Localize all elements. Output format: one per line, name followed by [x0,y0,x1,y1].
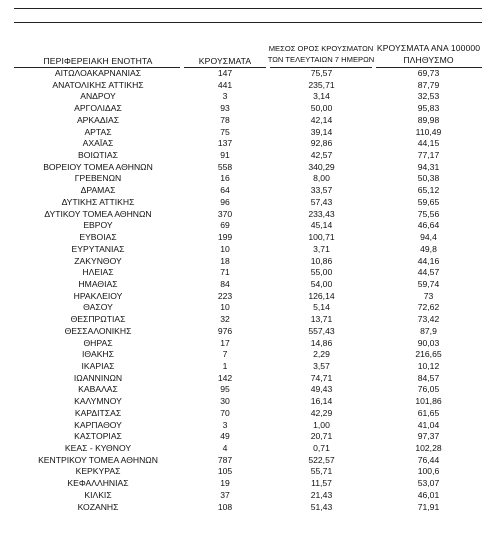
table-row [14,150,482,162]
table-row [14,91,482,103]
cell-cases: 78 [220,114,230,125]
cell-avg7: 340,29 [308,161,335,172]
cell-per100k: 41,04 [417,419,440,430]
cell-avg7: 235,71 [308,79,335,90]
cell-avg7: 50,00 [310,103,333,114]
table-row [14,115,482,127]
cell-region: ΗΡΑΚΛΕΙΟΥ [73,290,123,301]
cell-region: ΔΥΤΙΚΟΥ ΤΟΜΕΑ ΑΘΗΝΩΝ [44,208,152,219]
cell-region: ΕΒΡΟΥ [83,220,113,231]
cell-cases: 142 [217,372,233,383]
cell-per100k: 59,74 [417,278,440,289]
cell-per100k: 87,79 [417,79,440,90]
cell-avg7: 20,71 [310,431,333,442]
cell-per100k: 94,31 [417,161,440,172]
cell-per100k: 50,38 [417,173,440,184]
cell-cases: 1 [222,360,228,371]
cell-cases: 787 [217,454,233,465]
cell-per100k: 44,15 [417,138,440,149]
table-row [14,103,482,115]
cell-avg7: 55,00 [310,267,333,278]
cell-cases: 4 [222,443,228,453]
cell-per100k: 101,86 [415,396,442,407]
cell-avg7: 8,00 [313,173,330,184]
cell-cases: 18 [220,255,230,266]
cell-region: ΑΙΤΩΛΟΑΚΑΡΝΑΝΙΑΣ [54,68,142,78]
cell-cases: 223 [217,290,233,301]
cell-region: ΔΡΑΜΑΣ [80,185,116,196]
cell-cases: 71 [220,267,230,278]
table-row [14,302,482,314]
table-row [14,443,482,455]
cell-region: ΙΩΑΝΝΙΝΩΝ [73,372,123,383]
cell-per100k: 76,44 [417,454,440,465]
cell-avg7: 57,43 [310,196,333,207]
table-row [14,209,482,221]
cell-region: ΓΡΕΒΕΝΩΝ [74,173,122,184]
cell-avg7: 33,57 [310,185,333,196]
cell-region: ΚΑΡΠΑΘΟΥ [74,419,122,430]
cell-region: ΚΕΡΚΥΡΑΣ [75,466,121,477]
table-row [14,396,482,408]
table-row [14,408,482,420]
cell-cases: 199 [217,232,233,243]
cell-cases: 3 [222,91,228,102]
cell-cases: 108 [217,501,233,512]
cell-region: ΘΑΣΟΥ [83,302,113,313]
header-cases: ΚΡΟΥΣΜΑΤΑ [198,56,252,66]
table-row [14,220,482,232]
cell-avg7: 55,71 [310,466,333,477]
cell-per100k: 87,9 [420,325,437,336]
cell-avg7: 3,14 [313,91,330,102]
cell-avg7: 21,43 [310,489,333,500]
cell-region: ΑΡΚΑΔΙΑΣ [76,114,120,125]
cell-cases: 84 [220,278,230,289]
cell-per100k: 46,64 [417,220,440,231]
cell-cases: 976 [217,325,233,336]
cell-region: ΘΕΣΠΡΩΤΙΑΣ [70,314,126,325]
table-row [14,384,482,396]
header-region: ΠΕΡΙΦΕΡΕΙΑΚΗ ΕΝΟΤΗΤΑ [43,56,153,66]
table-row [14,455,482,467]
cell-region: ΚΑΣΤΟΡΙΑΣ [74,431,122,442]
cell-per100k: 32,53 [417,91,440,102]
cell-avg7: 100,71 [308,232,335,243]
cell-avg7: 522,57 [308,454,335,465]
cell-avg7: 42,14 [310,114,333,125]
cell-cases: 3 [222,419,228,430]
cell-avg7: 75,57 [310,68,333,78]
cell-cases: 147 [217,68,233,78]
cell-region: ΗΛΕΙΑΣ [82,267,114,278]
cell-avg7: 1,00 [313,419,330,430]
cell-cases: 49 [220,431,230,442]
header-avg-line2: ΤΩΝ ΤΕΛΕΥΤΑΙΩΝ 7 ΗΜΕΡΩΝ [267,55,375,64]
cell-per100k: 77,17 [417,150,440,161]
cell-per100k: 94,4 [420,232,437,243]
table-row [14,267,482,279]
cell-per100k: 65,12 [417,185,440,196]
table-row [14,420,482,432]
table-row [14,502,482,514]
cell-per100k: 71,91 [417,501,440,512]
cell-cases: 96 [220,196,230,207]
table-row [14,291,482,303]
cell-per100k: 110,49 [415,126,442,137]
cell-avg7: 49,43 [310,384,333,395]
cell-avg7: 14,86 [310,337,333,348]
cell-per100k: 84,57 [417,372,440,383]
table-row [14,68,482,80]
second-rule [14,22,482,23]
cell-avg7: 39,14 [310,126,333,137]
table-row [14,197,482,209]
cell-cases: 69 [220,220,230,231]
table-row [14,244,482,256]
cell-per100k: 69,73 [417,68,440,78]
cell-cases: 64 [220,185,230,196]
header-per100k-line1: ΚΡΟΥΣΜΑΤΑ ΑΝΑ 100000 [376,43,481,53]
cases-table [14,68,482,513]
cell-region: ΑΡΓΟΛΙΔΑΣ [74,103,122,114]
table-row [14,185,482,197]
table-row [14,431,482,443]
table-body [14,68,482,513]
cell-per100k: 10,12 [417,360,440,371]
cell-region: ΑΝΑΤΟΛΙΚΗΣ ΑΤΤΙΚΗΣ [52,79,144,90]
cell-per100k: 72,62 [417,302,440,313]
cell-region: ΑΡΤΑΣ [84,126,112,137]
cell-cases: 10 [220,243,230,254]
cell-avg7: 42,57 [310,150,333,161]
table-row [14,326,482,338]
cell-cases: 17 [220,337,230,348]
cell-avg7: 45,14 [310,220,333,231]
table-row [14,478,482,490]
cell-region: ΒΟΡΕΙΟΥ ΤΟΜΕΑ ΑΘΗΝΩΝ [43,161,153,172]
cell-per100k: 73 [423,290,434,301]
cell-region: ΙΘΑΚΗΣ [82,349,114,360]
cell-avg7: 233,43 [308,208,335,219]
table-row [14,279,482,291]
cell-region: ΚΕΦΑΛΛΗΝΙΑΣ [67,478,129,489]
table-row [14,466,482,478]
cell-per100k: 89,98 [417,114,440,125]
cell-region: ΚΑΡΔΙΤΣΑΣ [74,407,122,418]
table-row [14,162,482,174]
cell-region: ΗΜΑΘΙΑΣ [78,278,118,289]
cell-cases: 93 [220,103,230,114]
top-rule [14,8,482,9]
cell-cases: 16 [220,173,230,184]
table-row [14,173,482,185]
cell-per100k: 76,05 [417,384,440,395]
cell-region: ΚΕΝΤΡΙΚΟΥ ΤΟΜΕΑ ΑΘΗΝΩΝ [38,454,158,465]
cell-region: ΑΝΔΡΟΥ [80,91,116,102]
cell-region: ΕΥΒΟΙΑΣ [79,232,117,243]
table-row [14,349,482,361]
cell-cases: 105 [217,466,233,477]
cell-avg7: 10,86 [310,255,333,266]
header-avg-line1: ΜΕΣΟΣ ΟΡΟΣ ΚΡΟΥΣΜΑΤΩΝ [268,44,374,53]
table-row [14,80,482,92]
cell-per100k: 95,83 [417,103,440,114]
cell-avg7: 16,14 [310,396,333,407]
cell-per100k: 97,37 [417,431,440,442]
cell-cases: 30 [220,396,230,407]
cell-cases: 558 [217,161,233,172]
table-row [14,127,482,139]
cell-region: ΑΧΑΪΑΣ [82,138,114,149]
cell-avg7: 92,86 [310,138,333,149]
cell-per100k: 216,65 [415,349,442,360]
cell-region: ΕΥΡΥΤΑΝΙΑΣ [71,243,125,254]
cell-per100k: 49,8 [420,243,437,254]
cell-cases: 10 [220,302,230,313]
cell-region: ΙΚΑΡΙΑΣ [81,360,115,371]
cell-region: ΘΗΡΑΣ [83,337,113,348]
cell-per100k: 61,65 [417,407,440,418]
cell-avg7: 2,29 [313,349,330,360]
cell-per100k: 73,42 [417,314,440,325]
cell-region: ΚΙΛΚΙΣ [84,489,112,500]
cell-cases: 75 [220,126,230,137]
table-row [14,256,482,268]
cell-avg7: 3,57 [313,360,330,371]
cell-avg7: 54,00 [310,278,333,289]
cell-per100k: 44,57 [417,267,440,278]
cell-avg7: 13,71 [310,314,333,325]
cell-per100k: 59,65 [417,196,440,207]
cell-cases: 91 [220,150,230,161]
cell-cases: 95 [220,384,230,395]
table-row [14,490,482,502]
cell-region: ΖΑΚΥΝΘΟΥ [74,255,122,266]
cell-cases: 70 [220,407,230,418]
table-row [14,338,482,350]
cell-avg7: 3,71 [313,243,330,254]
cell-cases: 32 [220,314,230,325]
cell-cases: 7 [222,349,228,360]
cell-per100k: 44,16 [417,255,440,266]
cell-per100k: 100,6 [417,466,440,477]
table-row [14,232,482,244]
cell-per100k: 90,03 [417,337,440,348]
table-row [14,138,482,150]
cell-per100k: 53,07 [417,478,440,489]
cell-region: ΚΑΒΑΛΑΣ [78,384,118,395]
cell-per100k: 102,28 [415,443,442,453]
cell-cases: 370 [217,208,233,219]
cell-cases: 19 [220,478,230,489]
cell-per100k: 75,56 [417,208,440,219]
cell-avg7: 5,14 [313,302,330,313]
cell-region: ΚΟΖΑΝΗΣ [77,501,119,512]
cell-region: ΚΑΛΥΜΝΟΥ [74,396,122,407]
cell-per100k: 46,01 [417,489,440,500]
cell-cases: 37 [220,489,230,500]
cell-avg7: 74,71 [310,372,333,383]
header-per100k-line2: ΠΛΗΘΥΣΜΟ [403,55,454,65]
cell-region: ΚΕΑΣ - ΚΥΘΝΟΥ [64,443,132,453]
cell-avg7: 0,71 [313,443,330,453]
cell-avg7: 11,57 [311,478,332,489]
table-row [14,361,482,373]
table-row [14,314,482,326]
cell-cases: 441 [217,79,233,90]
cell-region: ΘΕΣΣΑΛΟΝΙΚΗΣ [64,325,132,336]
table-row [14,373,482,385]
cell-avg7: 51,43 [310,501,333,512]
cell-region: ΒΟΙΩΤΙΑΣ [78,150,118,161]
cell-avg7: 557,43 [308,325,335,336]
cell-region: ΔΥΤΙΚΗΣ ΑΤΤΙΚΗΣ [61,196,135,207]
cell-cases: 137 [217,138,233,149]
cell-avg7: 126,14 [308,290,335,301]
cell-avg7: 42,29 [310,407,333,418]
